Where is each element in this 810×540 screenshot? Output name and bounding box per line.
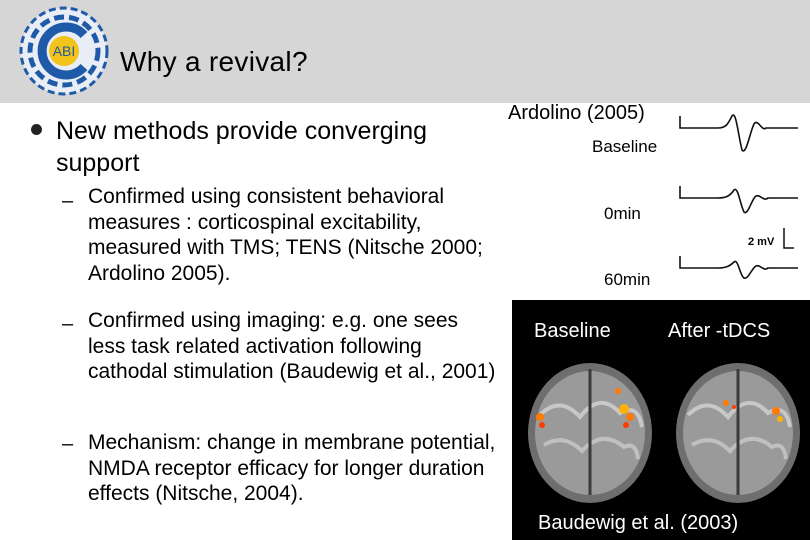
- fmri-label-baseline: Baseline: [534, 320, 611, 342]
- logo-text: ABI: [52, 43, 76, 59]
- abi-logo: [18, 5, 110, 97]
- dash-1: –: [62, 190, 74, 212]
- dash-2: –: [62, 313, 74, 335]
- figure-reference: Ardolino (2005): [508, 102, 645, 124]
- main-bullet: New methods provide converging support: [56, 117, 428, 177]
- brain-scan-after: [668, 355, 808, 505]
- mep-trace-0min: [678, 182, 800, 226]
- mep-scale-label: 2 mV: [748, 236, 775, 248]
- sub-bullet-3: Mechanism: change in membrane potential, NMDA receptor efficacy for longer duration effects (Nitsche, 2004).: [88, 431, 496, 506]
- mep-trace-baseline: [678, 112, 800, 156]
- bullet-dot-icon: [31, 124, 42, 135]
- dash-3: –: [62, 433, 74, 455]
- brain-scan-baseline: [520, 355, 660, 505]
- mep-label-0min: 0min: [604, 204, 641, 223]
- mep-label-baseline: Baseline: [592, 137, 658, 156]
- mep-scale-bar: [782, 226, 796, 250]
- mep-trace-60min: [678, 248, 800, 292]
- sub-bullet-1: Confirmed using consistent behavioral measures : corticospinal excitability, measured with TMS; TENS (Nitsche 2000; Ardolino 2005).: [88, 185, 483, 286]
- fmri-label-after: After -tDCS: [668, 320, 771, 342]
- mep-label-60min: 60min: [604, 270, 651, 289]
- sub-bullet-2: Confirmed using imaging: e.g. one sees less task related activation following cathodal stimulation (Baudewig et al., 2001): [88, 309, 496, 384]
- slide-title: Why a revival?: [120, 46, 308, 77]
- fmri-caption: Baudewig et al. (2003): [538, 512, 739, 534]
